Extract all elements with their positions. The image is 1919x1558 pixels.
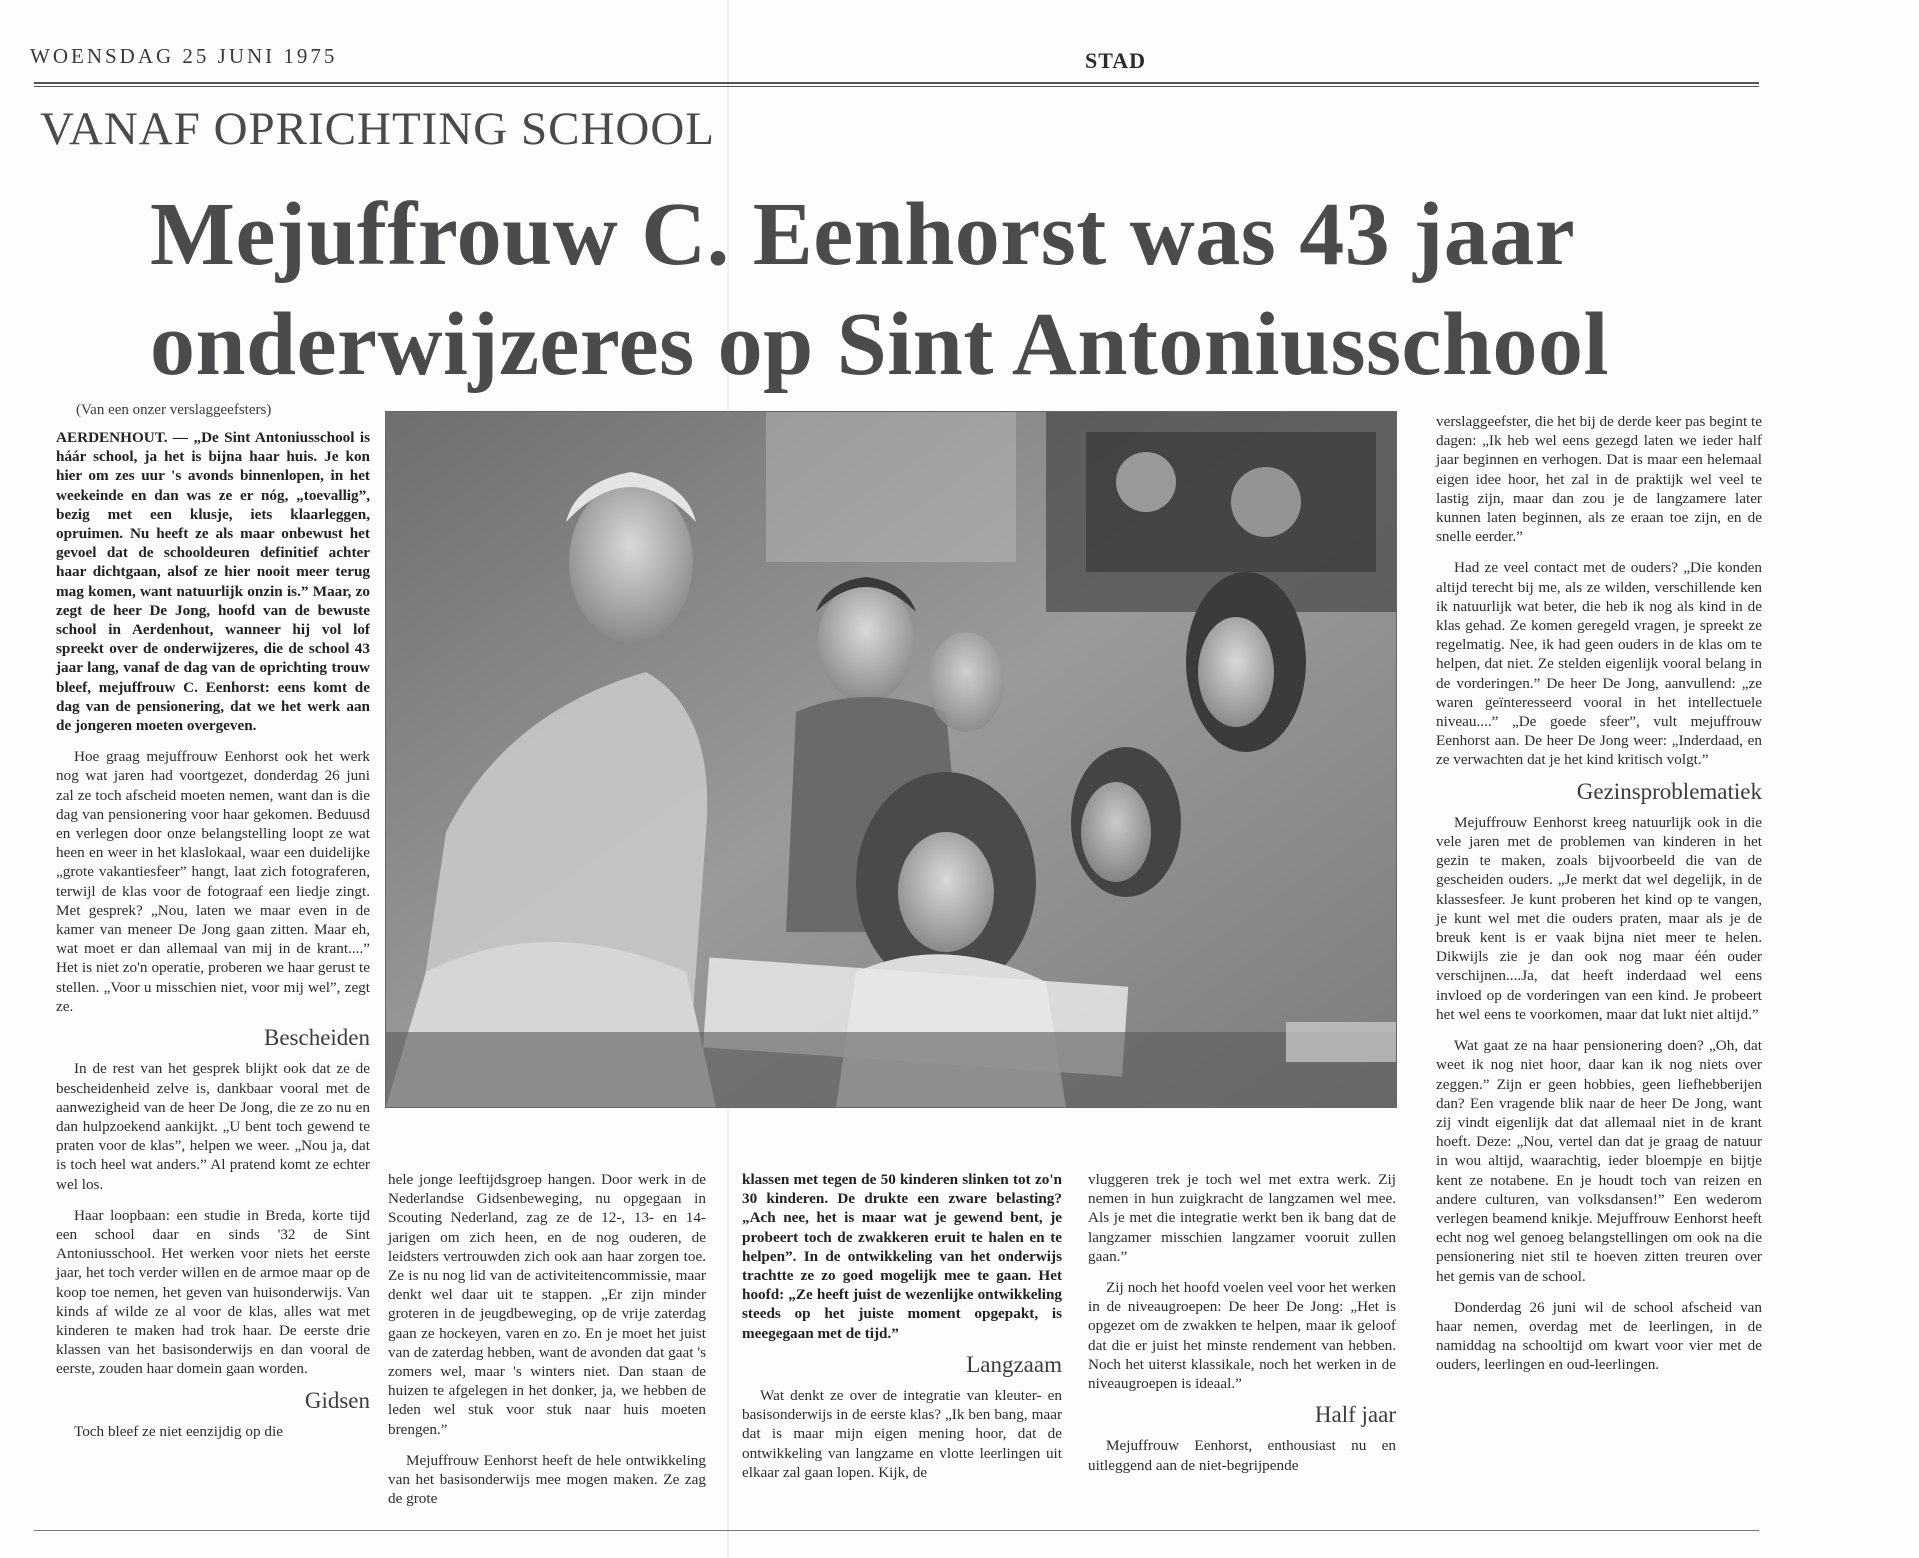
headline-line-2: onderwijzeres op Sint Antoniusschool [150,295,1610,394]
headline [150,180,1609,400]
paragraph: Hoe graag mejuffrouw Eenhorst ook het werk nog wat jaren had voortgezet, donderdag 26 juni zal ze toch afscheid moeten nemen, want dan is die dag van pensionering voor haar gekomen. Beduusd en verlegen door onze belangstelling loopt ze wat heen en weer in het klaslokaal, waar een duidelijke „grote vakantiesfeer” hangt, laat zich fotograferen, terwijl de klas voor de fotograaf een liedje zingt. Met gesprek? „Nou, laten we maar even in de kamer van meneer De Jong gaan zitten. Maar eh, wat moet er dan allemaal van mij in de krant....” Het is niet zo'n operatie, proberen we haar gerust te stellen. „Voor u misschien niet, voor mij wel”, zegt ze. [56,748,370,1015]
paragraph: klassen met tegen de 50 kinderen slinken tot zo'n 30 kinderen. De drukte een zware belasting? „Ach nee, het is maar wat je gewend bent, je probeert toch de zwakkeren eruit te halen en te helpen”. In de ontwikkeling van het onderwijs trachtte ze zo goed mogelijk mee te gaan. Het hoofd: „Ze heeft juist de wezenlijke ontwikkeling steeds op het juiste moment opgepakt, is meegegaan met de tijd.” [742,1171,1062,1342]
column-1 [56,428,370,1528]
paragraph: Had ze veel contact met de ouders? „Die konden altijd terecht bij me, als ze wilden, verschillende ken ik natuurlijk wat beter, die heb ik nog als kind in de klas gehad. Ze komen geregeld vragen, je spreekt ze regelmatig. Nee, ik had geen ouders in de klas om te helpen, dat niet. Ze stelden eigenlijk vooral belang in de vorderingen.” De heer De Jong, aanvullend: „ze waren geïnteresseerd vooral in het intellectuele niveau....” „De goede sfeer”, vult mejuffrouw Eenhorst aan. De heer De Jong weer: „Inderdaad, en ze verwachten dat je het kind kritisch volgt.” [1436,559,1762,769]
footer-rule [34,1530,1759,1531]
paragraph: Wat denkt ze over de integratie van kleuter- en basisonderwijs in de eerste klas? „Ik ben bang, maar dat is maar mijn eigen mening hoor, dat de ontwikkeling van langzame en vlotte leerlingen uit elkaar zal gaan lopen. Kijk, de [742,1387,1062,1481]
paragraph: Toch bleef ze niet eenzijdig op die [74,1422,283,1440]
column-3 [742,1170,1062,1530]
subheading: Langzaam [966,1351,1062,1377]
paragraph: In de rest van het gesprek blijkt ook dat ze de bescheidenheid zelve is, dankbaar vooral met de aanwezigheid van de heer De Jong, die ze zo nu en dan hulpzoekend aankijkt. „U bent toch gewend te praten voor de klas”, helpen we weer. „Nou ja, dat is toch heel wat anders.” Al pratend komt ze echter wel los. [56,1060,370,1193]
masthead-rule [34,82,1759,84]
byline: (Van een onzer verslaggeefsters) [76,402,272,418]
column-4 [1088,1170,1396,1530]
subheading: Gidsen [304,1387,370,1413]
paragraph: Mejuffrouw Eenhorst, enthousiast nu en uitleggend aan de niet-begrijpende [1088,1437,1396,1474]
paragraph: Haar loopbaan: een studie in Breda, korte tijd een school daar en sinds '32 de Sint Antoniusschool. Het werken voor niets het eerste jaar, het toch verder willen en de armoe maar op de koop toe nemen, het geven van huisonderwijs. Van kinds af wilde ze al voor de klas, alles wat met kinderen te maken had trok haar. De eerste drie klassen van het basisonderwijs en dan vooral de eerste, zouden haar domein gaan worden. [56,1206,370,1378]
subheading: Gezinsproblematiek [1576,778,1762,804]
classroom-photo-image [386,412,1396,1107]
paragraph: AERDENHOUT. — „De Sint Antoniusschool is háár school, ja het is bijna haar huis. Je kon hier om zes uur 's avonds binnenlopen, in het weekeinde en dan was ze er nóg, „toevallig”, bezig met een klusje, iets klaarleggen, opruimen. Nu heeft ze als maar onbewust het gevoel dat de schooldeuren definitief achter haar dichtgaan, alsof ze hier nooit meer terug mag komen, want natuurlijk onzin is.” Maar, zo zegt de heer De Jong, hoofd van de bewuste school in Aerdenhout, wanneer hij vol lof spreekt over de onderwijzeres, die de school 43 jaar lang, vanaf de dag van de oprichting trouw bleef, mejuffrouw C. Eenhorst: eens komt de dag van de pensionering, dat we het werk aan de jongeren moeten overgeven. [56,429,370,735]
paragraph: hele jonge leeftijdsgroep hangen. Door werk in de Nederlandse Gidsenbeweging, nu opgegaan in Scouting Nederland, zag ze de 12-, 13- en 14-jarigen om zich heen, en de nog ouderen, de leidsters vertrouwden zich ook aan haar zorgen toe. Ze is nu nog lid van de activiteitencommissie, maar denkt wel daar uit te stappen. „Er zijn minder groteren in de jeugdbeweging, op de vrije zaterdag gaan ze hockeyen, varen en zo. En je moet het juist van de zaterdag hebben, want de avonden dat gaat 's zomers wel, maar 's winters niet. Dan staan de huizen te afgelegen in het donker, ja, we hebben de leden wel stuk voor stuk naar huis moeten brengen.” [388,1171,706,1438]
masthead-date: WOENSDAG 25 JUNI 1975 [30,44,338,68]
paragraph: verslaggeefster, die het bij de derde keer pas begint te dagen: „Ik heb wel eens gezegd laten we ieder half jaar beginnen en verhogen. Dat is maar een helemaal eigen idee hoor, het zal in de praktijk wel veel te lastig zijn, maar dan zou je de langzamere later kunnen laten beginnen, als ze eraan toe zijn, en de snelle eerder.” [1436,413,1762,546]
masthead-rule-thin [34,86,1759,87]
paragraph: Zij noch het hoofd voelen veel voor het werken in de niveaugroepen: De heer De Jong: „Het is opgezet om de zwakken te helpen, maar ik geloof dat die er juist het minste rendement van hebben. Noch het uiterst klassikale, noch het werken in de niveaugroepen is ideaal.” [1088,1279,1396,1393]
kicker: VANAF OPRICHTING SCHOOL [40,103,715,155]
paragraph: Mejuffrouw Eenhorst kreeg natuurlijk ook in die vele jaren met de problemen van kinderen in het gezin te maken, zoals bijvoorbeeld die van de gescheiden ouders. „Je merkt dat wel degelijk, in de klassesfeer. Je kunt proberen het kind op te vangen, je kunt wel met die ouders praten, maar als je de breuk kent is er vaak bijna niet meer te helen. Dikwijls zie je dan ook nog maar één ouder verschijnen....Ja, dat heeft inderdaad wel eens invloed op de vorderingen van een kind. Je probeert het wel eens te voorkomen, maar dat lukt niet altijd.” [1436,813,1762,1023]
column-2 [388,1170,706,1530]
masthead-section: STAD [1085,48,1147,73]
column-5 [1436,412,1762,1527]
paragraph: Mejuffrouw Eenhorst heeft de hele ontwikkeling van het basisonderwijs mee mogen maken. Ze zag de grote [388,1451,706,1508]
headline-line-1: Mejuffrouw C. Eenhorst was 43 jaar [150,185,1576,284]
subheading: Bescheiden [263,1025,370,1051]
classroom-photo [385,411,1397,1108]
paragraph: vluggeren trek je toch wel met extra werk. Zij nemen in hun zuigkracht de langzamen wel mee. Als je met die integratie werkt ben ik bang dat de langzamer misschien langzamer vooruit zullen gaan.” [1088,1171,1396,1265]
paragraph: Wat gaat ze na haar pensionering doen? „Oh, dat weet ik nog niet hoor, daar kan ik nog niets over zeggen.” Zijn er geen hobbies, geen liefhebberijen dan? Een vragende blik naar de heer De Jong, want zij vindt eigenlijk dat dat allemaal niet in de krant hoeft. Deze: „Nou, vertel dan dat je graag de natuur in wou altijd, waarachtig, ieder bloempje en bijtje kent ze notabene. En je houdt toch van reizen en andere culturen, van volksdansen!” Een wederom verlegen beamend knikje. Mejuffrouw Eenhorst heeft echt nog wel genoeg belangstellingen om ook na die pensionering niet stil te hoeven zitten treuren over het gemis van de school. [1436,1037,1762,1285]
subheading: Half jaar [1314,1402,1396,1428]
paragraph: Donderdag 26 juni wil de school afscheid van haar nemen, overdag met de leerlingen, in de namiddag na schooltijd om kwart voor vier met de ouders, leerlingen en oud-leerlingen. [1436,1298,1762,1374]
